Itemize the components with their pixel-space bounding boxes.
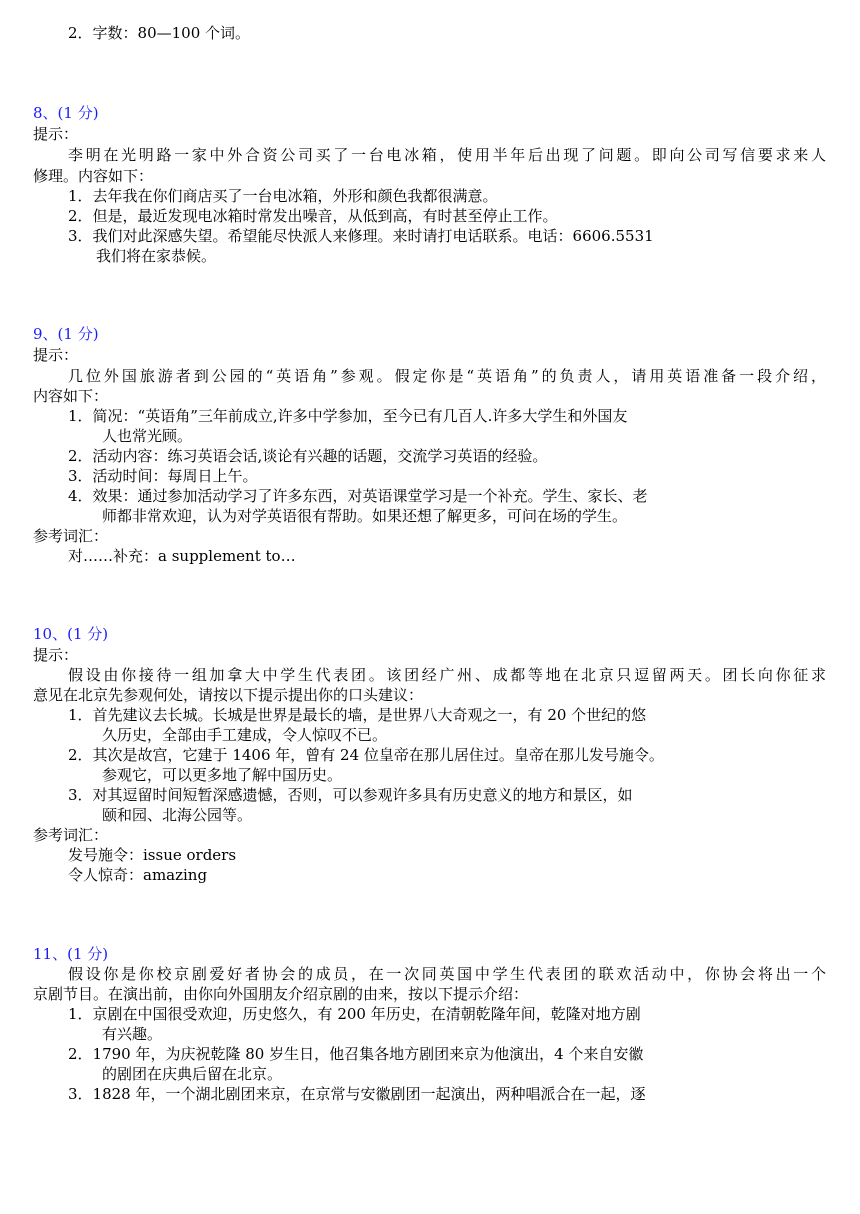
question-11-number: 11、(1 分) [33, 945, 109, 963]
question-10-vocab-2: 令人惊奇：amazing [68, 866, 208, 884]
question-9-item-2: 2．活动内容：练习英语会话,谈论有兴趣的话题，交流学习英语的经验。 [68, 447, 548, 465]
question-10-vocab-1: 发号施令：issue orders [68, 846, 237, 864]
question-10-item-3-cont: 颐和园、北海公园等。 [102, 806, 253, 824]
question-8-number: 8、(1 分) [33, 104, 99, 122]
question-10-tip-label: 提示： [33, 646, 79, 664]
question-9-vocab-1: 对……补充：a supplement to… [68, 547, 296, 565]
question-9-tip-label: 提示： [33, 346, 79, 364]
requirement-word-count: 2．字数：80—100 个词。 [68, 24, 251, 42]
question-9-item-3: 3．活动时间：每周日上午。 [68, 467, 258, 485]
question-9-item-1-cont: 人也常光顾。 [102, 427, 193, 445]
question-8-item-3: 3．我们对此深感失望。希望能尽快派人来修理。来时请打电话联系。电话：6606.5531 [68, 227, 654, 245]
question-11-item-3: 3．1828 年，一个湖北剧团来京，在京常与安徽剧团一起演出，两种唱派合在一起，逐 [68, 1085, 646, 1103]
question-11-item-1: 1．京剧在中国很受欢迎，历史悠久，有 200 年历史，在清朝乾隆年间，乾隆对地方剧 [68, 1005, 641, 1023]
question-9-item-1: 1．简况：“英语角”三年前成立,许多中学参加，至今已有几百人.许多大学生和外国友 [68, 407, 628, 425]
question-9-item-4: 4．效果：通过参加活动学习了许多东西，对英语课堂学习是一个补充。学生、家长、老 [68, 487, 648, 505]
question-9-number: 9、(1 分) [33, 325, 99, 343]
question-11-intro-cont: 京剧节目。在演出前，由你向外国朋友介绍京剧的由来，按以下提示介绍： [33, 985, 529, 1003]
question-10-intro: 假设由你接待一组加拿大中学生代表团。该团经广州、成都等地在北京只逗留两天。团长向你征求 [68, 666, 826, 684]
question-10-item-1: 1．首先建议去长城。长城是世界是最长的墙，是世界八大奇观之一，有 20 个世纪的悠 [68, 706, 647, 724]
question-11-item-1-cont: 有兴趣。 [102, 1025, 163, 1043]
question-9-item-4-cont: 师都非常欢迎，认为对学英语很有帮助。如果还想了解更多，可问在场的学生。 [102, 507, 628, 525]
question-10-intro-cont: 意见在北京先参观何处，请按以下提示提出你的口头建议： [33, 686, 424, 704]
question-10-item-2-cont: 参观它，可以更多地了解中国历史。 [102, 766, 343, 784]
question-10-item-1-cont: 久历史，全部由手工建成，令人惊叹不已。 [102, 726, 388, 744]
question-9-vocab-label: 参考词汇： [33, 527, 109, 545]
question-11-item-2: 2．1790 年，为庆祝乾隆 80 岁生日，他召集各地方剧团来京为他演出，4 个来自安徽 [68, 1045, 644, 1063]
question-8-intro: 李明在光明路一家中外合资公司买了一台电冰箱，使用半年后出现了问题。即向公司写信要求来人 [68, 146, 826, 164]
question-10-item-2: 2．其次是故宫，它建于 1406 年，曾有 24 位皇帝在那儿居住过。皇帝在那儿发号施令。 [68, 746, 664, 764]
question-10-number: 10、(1 分) [33, 625, 109, 643]
question-9-intro-cont: 内容如下： [33, 387, 109, 405]
question-8-item-3-cont: 我们将在家恭候。 [96, 247, 217, 265]
question-8-item-2: 2．但是，最近发现电冰箱时常发出噪音，从低到高，有时甚至停止工作。 [68, 207, 558, 225]
question-11-intro: 假设你是你校京剧爱好者协会的成员，在一次同英国中学生代表团的联欢活动中，你协会将出一个 [68, 965, 826, 983]
question-8-intro-cont: 修理。内容如下： [33, 167, 154, 185]
question-10-item-3: 3．对其逗留时间短暂深感遗憾，否则，可以参观许多具有历史意义的地方和景区，如 [68, 786, 633, 804]
question-8-tip-label: 提示： [33, 125, 79, 143]
question-9-intro: 几位外国旅游者到公园的“英语角”参观。假定你是“英语角”的负责人，请用英语准备一段介绍， [68, 367, 826, 385]
question-8-item-1: 1．去年我在你们商店买了一台电冰箱，外形和颜色我都很满意。 [68, 187, 498, 205]
question-10-vocab-label: 参考词汇： [33, 826, 109, 844]
question-11-item-2-cont: 的剧团在庆典后留在北京。 [102, 1065, 283, 1083]
